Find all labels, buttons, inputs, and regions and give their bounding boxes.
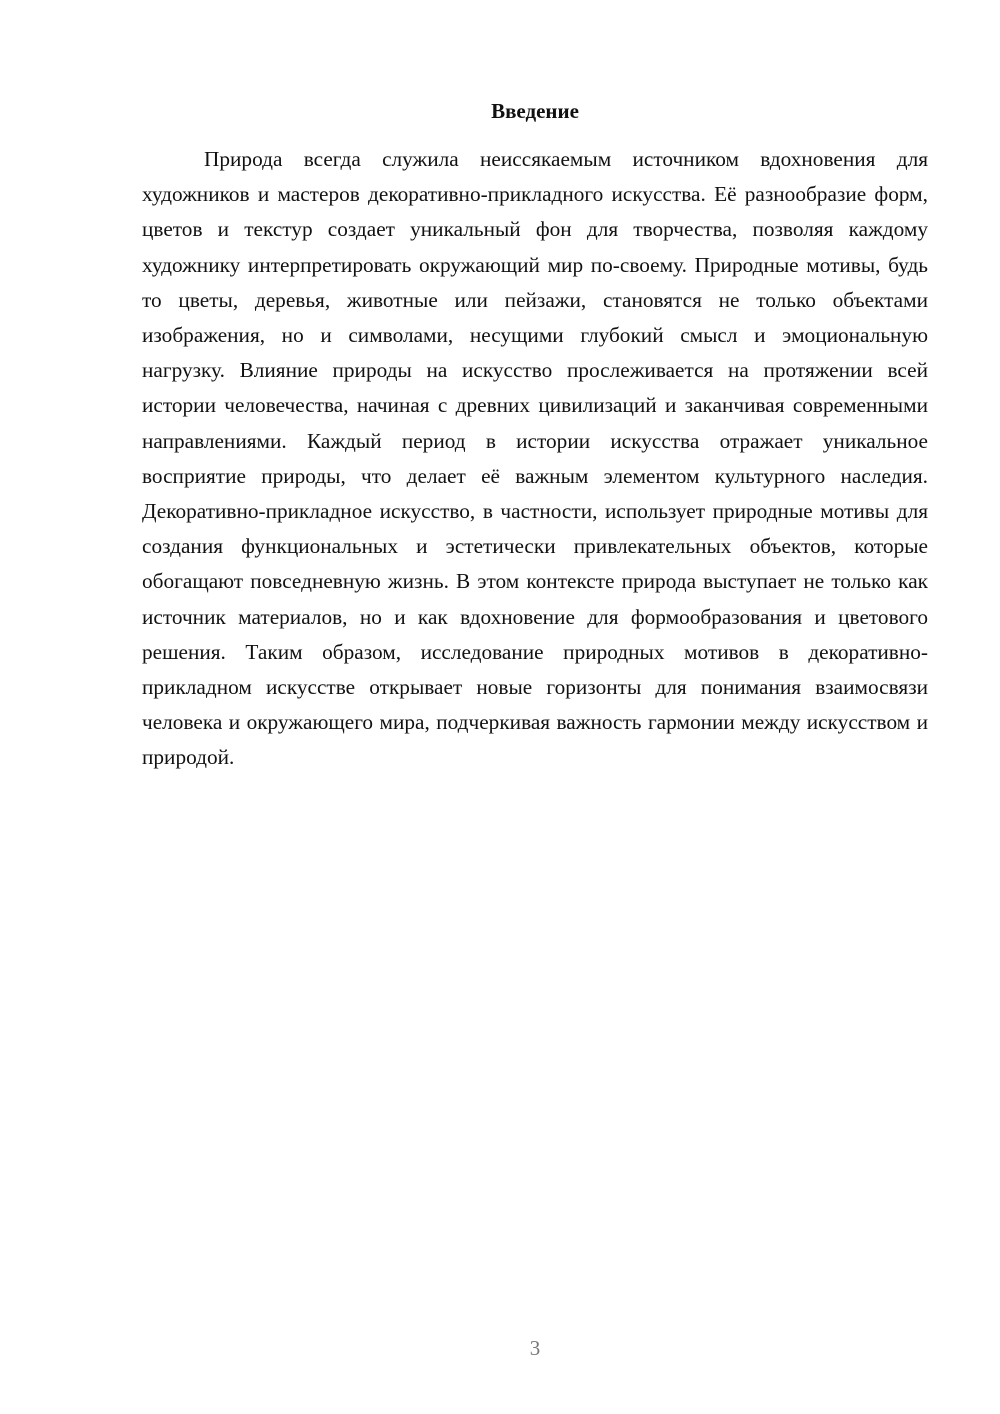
page-number: 3 <box>529 1336 541 1360</box>
body-paragraph: Природа всегда служила неиссякаемым источником вдохновения для художников и мастеров декоративно-прикладного искусства. Её разнообразие форм, цветов и текстур создает уникальный фон для творчества, позволяя каждому художнику интерпретировать окружающий мир по-своему. Природные мотивы, будь то цветы, деревья, животные или пейзажи, становятся не только объектами изображения, но и символами, несущими глубокий смысл и эмоциональную нагрузку. Влияние природы на искусство прослеживается на протяжении всей истории человечества, начиная с древних цивилизаций и заканчивая современными направлениями. Каждый период в истории искусства отражает уникальное восприятие природы, что делает её важным элементом культурного наследия. Декоративно-прикладное искусство, в частности, использует природные мотивы для создания функциональных и эстетически привлекательных объектов, которые обогащают повседневную жизнь. В этом контексте природа выступает не только как источник материалов, но и как вдохновение для формообразования и цветового решения. Таким образом, исследование природных мотивов в декоративно-прикладном искусстве открывает новые горизонты для понимания взаимосвязи человека и окружающего мира, подчеркивая важность гармонии между искусством и природой. <box>142 147 928 770</box>
section-heading: Введение <box>491 99 579 123</box>
